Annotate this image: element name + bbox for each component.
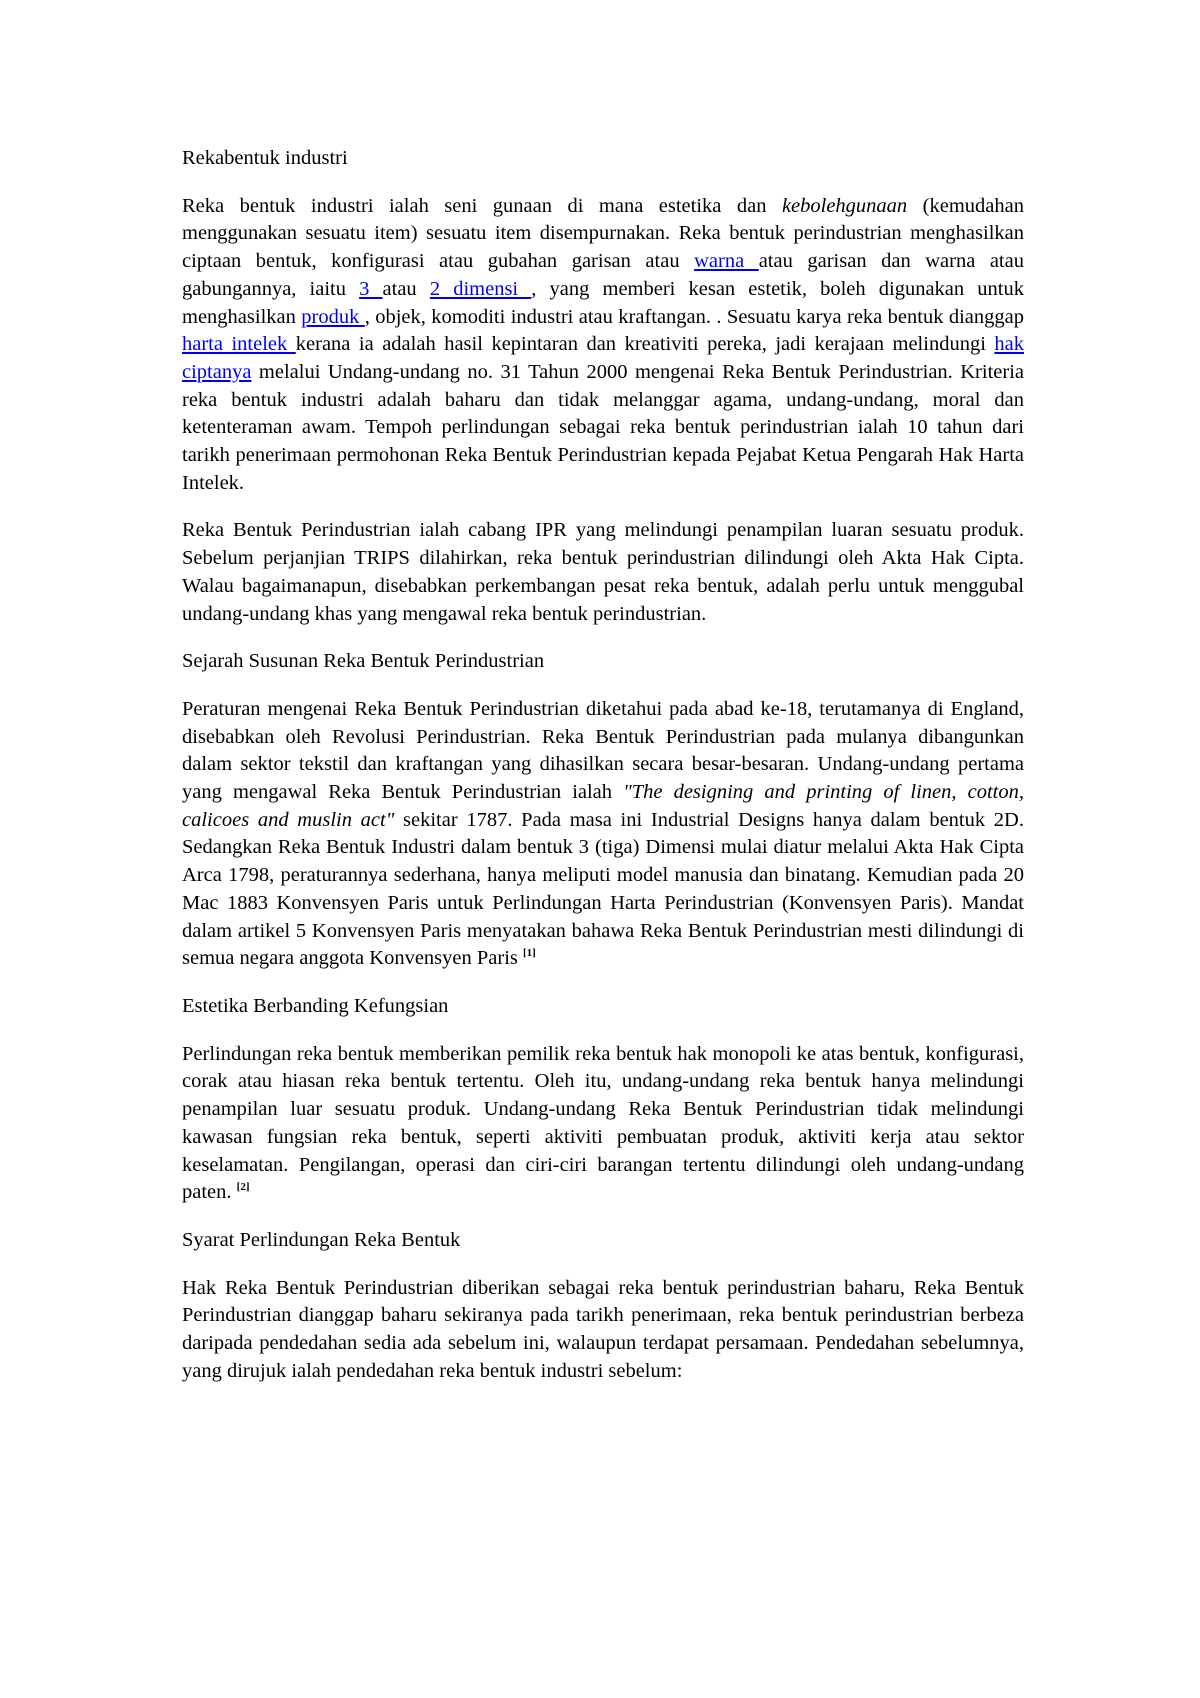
link-warna[interactable]: warna — [694, 250, 759, 273]
section-heading-syarat: Syarat Perlindungan Reka Bentuk — [182, 1228, 461, 1251]
text-span: Reka bentuk industri ialah seni gunaan di mana estetika dan — [182, 194, 782, 217]
link-3-dimensi[interactable]: 3 — [359, 277, 383, 300]
text-span: sekitar 1787. Pada masa ini Industrial Designs hanya dalam bentuk 2D. Sedangkan Reka Bentuk Industri dalam bentuk 3 (tiga) Dimensi mulai diatur melalui Akta Hak Cipta Arca 1798, peraturannya sederhana, hanya meliputi model manusia dan binatang. Kemudian pada 20 Mac 1883 Konvensyen Paris untuk Perlindungan Harta Perindustrian (Konvensyen Paris). Mandat dalam artikel 5 Konvensyen Paris menyatakan bahawa Reka Bentuk Perindustrian mesti dilindungi di semua negara anggota Konvensyen Paris — [182, 808, 1024, 970]
text-span: atau — [382, 277, 430, 300]
text-span: , objek, komoditi industri atau kraftangan. . Sesuatu karya reka bentuk dianggap — [364, 305, 1024, 328]
text-span: , yang memberi kesan estetik, boleh digunakan untuk menghasilkan — [182, 277, 1024, 328]
link-hak-ciptanya[interactable]: hak ciptanya — [182, 333, 1025, 383]
text-span: Peraturan mengenai Reka Bentuk Perindustrian diketahui pada abad ke-18, terutamanya di England, disebabkan oleh Revolusi Perindustrian. Reka Bentuk Perindustrian pada mulanya dibangunkan dalam sektor tekstil dan kraftangan yang dihasilkan secara besar-besaran. Undang-undang pertama yang mengawal Reka Bentuk Perindustrian ialah — [182, 697, 1024, 804]
footnote-ref-2[interactable]: [2] — [236, 1181, 250, 1194]
text-span: (kemudahan menggunakan sesuatu item) sesuatu item disempurnakan. Reka bentuk perindustrian menghasilkan ciptaan bentuk, konfigurasi atau gubahan garisan atau — [182, 194, 1024, 273]
document-page — [182, 145, 1024, 1405]
document-title: Rekabentuk industri — [182, 147, 348, 169]
paragraph-syarat: Hak Reka Bentuk Perindustrian diberikan sebagai reka bentuk perindustrian baharu, Reka Bentuk Perindustrian dianggap baharu sekiranya pada tarikh penerimaan, reka bentuk perindustrian berbeza daripada pendedahan sedia ada sebelum ini, walaupun terdapat persamaan. Pendedahan sebelumnya, yang dirujuk ialah pendedahan reka bentuk industri sebelum: — [182, 1276, 1024, 1382]
link-harta-intelek[interactable]: harta intelek — [182, 333, 296, 356]
text-span: melalui Undang-undang no. 31 Tahun 2000 mengenai Reka Bentuk Perindustrian. Kriteria reka bentuk industri adalah baharu dan tidak melanggar agama, undang-undang, moral dan ketenteraman awam. Tempoh perlindungan sebagai reka bentuk perindustrian ialah 10 tahun dari tarikh penerimaan permohonan Reka Bentuk Perindustrian kepada Pejabat Ketua Pengarah Hak Harta Intelek. — [182, 360, 1024, 494]
paragraph-ipr: Reka Bentuk Perindustrian ialah cabang IPR yang melindungi penampilan luaran sesuatu produk. Sebelum perjanjian TRIPS dilahirkan, reka bentuk perindustrian dilindungi oleh Akta Hak Cipta. Walau bagaimanapun, disebabkan perkembangan pesat reka bentuk, adalah perlu untuk menggubal undang-undang khas yang mengawal reka bentuk perindustrian. — [182, 519, 1024, 625]
section-heading-estetika: Estetika Berbanding Kefungsian — [182, 994, 449, 1017]
footnote-ref-1[interactable]: [1] — [523, 947, 536, 960]
text-span: kerana ia adalah hasil kepintaran dan kreativiti pereka, jadi kerajaan melindungi — [295, 333, 995, 356]
paragraph-definition — [182, 193, 1024, 498]
link-produk[interactable]: produk — [301, 305, 365, 328]
text-span: Perlindungan reka bentuk memberikan pemilik reka bentuk hak monopoli ke atas bentuk, konfigurasi, corak atau hiasan reka bentuk tertentu. Oleh itu, undang-undang reka bentuk hanya melindungi penampilan luar sesuatu produk. Undang-undang Reka Bentuk Perindustrian tidak melindungi kawasan fungsian reka bentuk, seperti aktiviti pembuatan produk, aktiviti kerja atau sektor keselamatan. Pengilangan, operasi dan ciri-ciri barangan tertentu dilindungi oleh undang-undang paten. — [182, 1042, 1024, 1204]
paragraph-sejarah — [182, 696, 1024, 973]
paragraph-estetika — [182, 1041, 1024, 1207]
text-span: atau garisan dan warna atau gabungannya, iaitu — [182, 250, 1024, 300]
section-heading-sejarah: Sejarah Susunan Reka Bentuk Perindustrian — [182, 650, 545, 673]
link-2-dimensi[interactable]: 2 dimensi — [429, 277, 532, 300]
italic-term: kebolehgunaan — [781, 194, 908, 217]
italic-act-title: "The designing and printing of linen, cotton, calicoes and muslin act" — [182, 781, 1024, 831]
